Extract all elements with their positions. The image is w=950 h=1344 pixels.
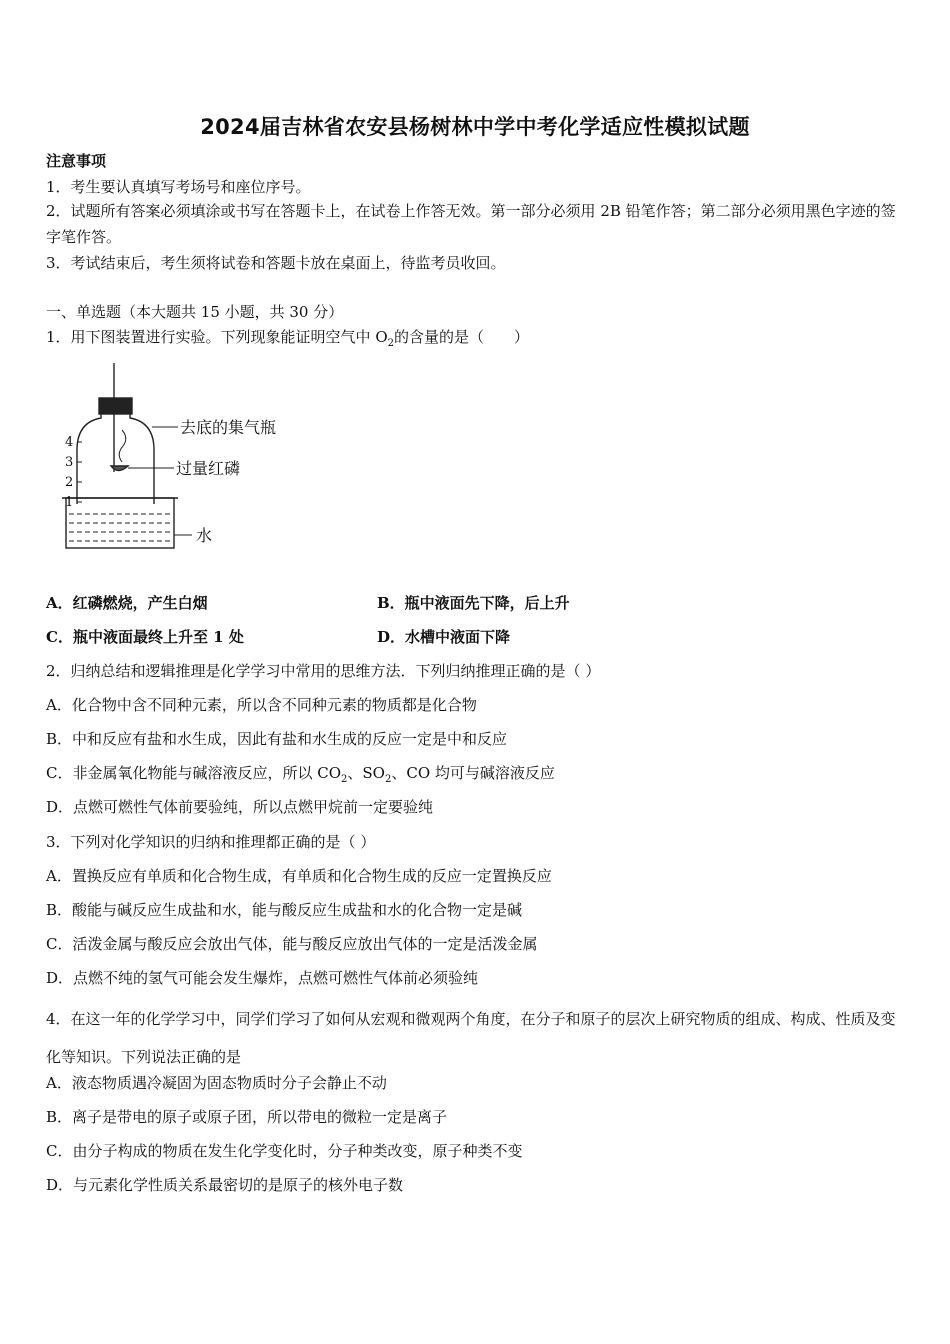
label-red-phosphorus: 过量红磷	[176, 459, 241, 478]
q4-option-a: A．液态物质遇冷凝固为固态物质时分子会静止不动	[46, 1074, 387, 1092]
scale-mark-2: 2	[65, 475, 74, 490]
notice-item-2: 2．试题所有答案必须填涂或书写在答题卡上，在试卷上作答无效。第一部分必须用 2B 铅笔作答；第二部分必须用黑色字迹的签字笔作答。	[46, 202, 896, 246]
q1-option-d: D．水槽中液面下降	[377, 628, 511, 646]
q1-stem	[46, 327, 529, 354]
q2-option-c	[46, 763, 555, 790]
q2-stem: 2．归纳总结和逻辑推理是化学学习中常用的思维方法．下列归纳推理正确的是（ ）	[46, 662, 601, 680]
q3-option-c: C．活泼金属与酸反应会放出气体，能与酸反应放出气体的一定是活泼金属	[46, 935, 538, 953]
q2-option-c-part2: 、SO	[347, 764, 385, 782]
rubber-stopper	[99, 398, 132, 414]
notice-item-3: 3．考试结束后，考生须将试卷和答题卡放在桌面上，待监考员收回。	[46, 254, 506, 272]
scale-mark-4: 4	[65, 435, 74, 450]
q3-option-b: B．酸能与碱反应生成盐和水，能与酸反应生成盐和水的化合物一定是碱	[46, 901, 523, 919]
scale-ticks	[77, 442, 82, 502]
q3-stem: 3．下列对化学知识的归纳和推理都正确的是（ ）	[46, 833, 376, 851]
q3-option-d: D．点燃不纯的氢气可能会发生爆炸，点燃可燃性气体前必须验纯	[46, 969, 479, 987]
smoke	[119, 430, 126, 462]
label-water: 水	[196, 526, 213, 545]
notice-item-1: 1．考生要认真填写考场号和座位序号。	[46, 178, 311, 196]
q2-option-c-part1: C．非金属氧化物能与碱溶液反应，所以 CO	[46, 764, 342, 782]
q1-option-a: A．红磷燃烧，产生白烟	[46, 594, 208, 612]
q2-option-c-sub1: 2	[341, 774, 348, 785]
page-title: 2024届吉林省农安县杨树林中学中考化学适应性模拟试题	[200, 115, 750, 139]
q4-stem: 4．在这一年的化学学习中，同学们学习了如何从宏观和微观两个角度，在分子和原子的层次上研究物质的组成、构成、性质及变化等知识。下列说法正确的是	[46, 1010, 896, 1066]
scale-mark-3: 3	[65, 455, 74, 470]
q2-option-a: A．化合物中含不同种元素，所以含不同种元素的物质都是化合物	[46, 696, 477, 714]
q3-option-a: A．置换反应有单质和化合物生成，有单质和化合物生成的反应一定置换反应	[46, 867, 552, 885]
notice-heading: 注意事项	[46, 152, 107, 170]
q1-option-c: C．瓶中液面最终上升至 1 处	[46, 628, 244, 646]
q4-option-d: D．与元素化学性质关系最密切的是原子的核外电子数	[46, 1176, 404, 1194]
q4-option-c: C．由分子构成的物质在发生化学变化时，分子种类改变，原子种类不变	[46, 1142, 523, 1160]
q2-option-b: B．中和反应有盐和水生成，因此有盐和水生成的反应一定是中和反应	[46, 730, 508, 748]
q1-option-b: B．瓶中液面先下降，后上升	[377, 594, 570, 612]
scale-mark-1: 1	[65, 495, 74, 510]
experiment-apparatus-figure	[56, 358, 306, 558]
q1-stem-part1: 1．用下图装置进行实验。下列现象能证明空气中 O	[46, 328, 388, 346]
q2-option-d: D．点燃可燃性气体前要验纯，所以点燃甲烷前一定要验纯	[46, 798, 434, 816]
label-gas-bottle: 去底的集气瓶	[180, 418, 277, 437]
section-heading: 一、单选题（本大题共 15 小题，共 30 分）	[46, 303, 344, 321]
q4-option-b: B．离子是带电的原子或原子团，所以带电的微粒一定是离子	[46, 1108, 448, 1126]
q1-stem-subscript: 2	[387, 338, 394, 349]
q2-option-c-part3: 、CO 均可与碱溶液反应	[391, 764, 555, 782]
q2-option-c-sub2: 2	[384, 774, 392, 785]
gas-bottle	[77, 414, 154, 504]
water-surface	[69, 514, 171, 541]
q1-stem-part2: 的含量的是（ ）	[394, 328, 530, 346]
